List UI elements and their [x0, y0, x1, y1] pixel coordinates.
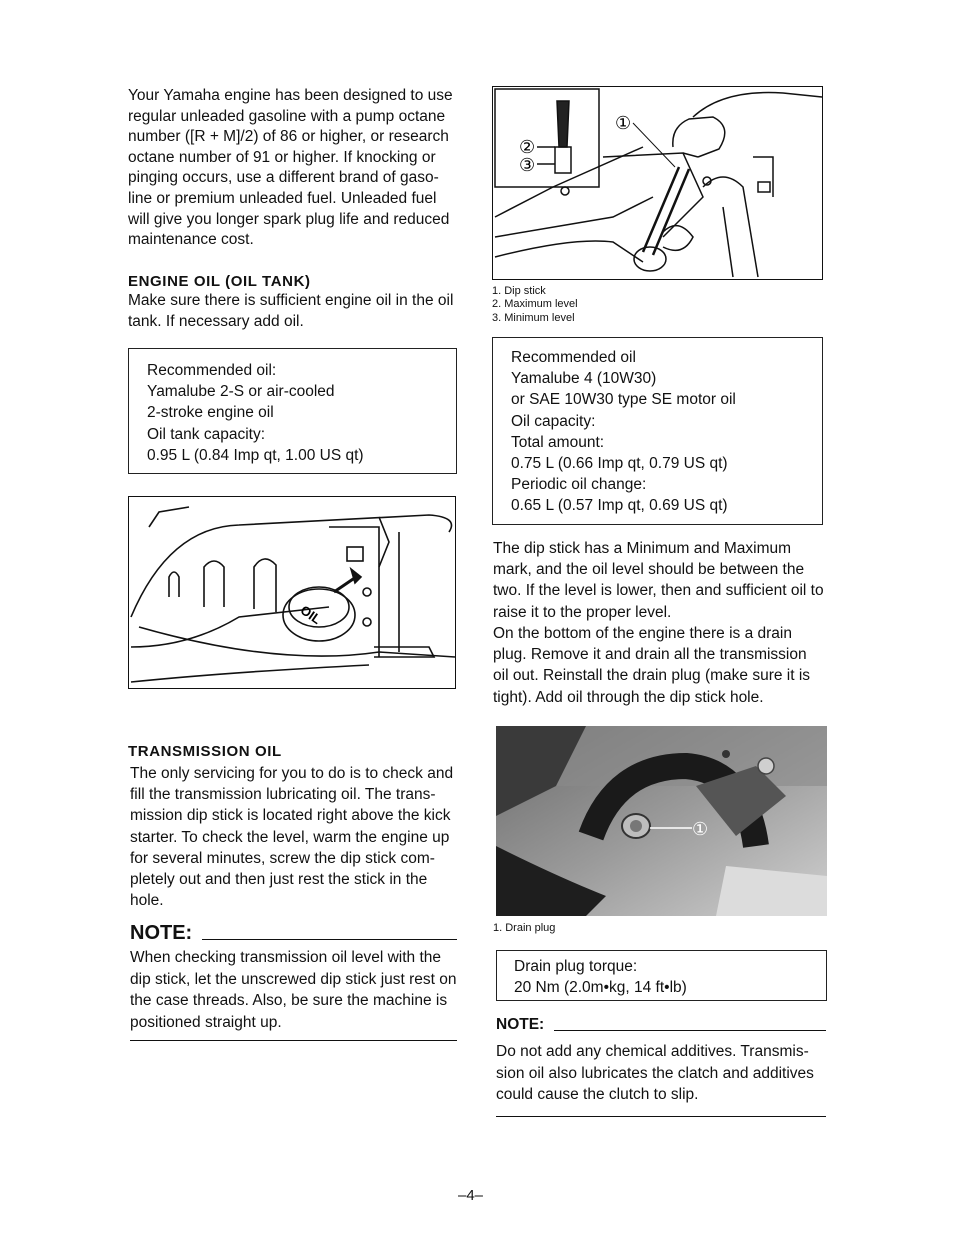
caption-item: 2. Maximum level	[492, 298, 578, 311]
spec-line: 0.75 L (0.66 Imp qt, 0.79 US qt)	[511, 455, 728, 473]
caption-item: 1. Dip stick	[492, 285, 546, 297]
callout-2: ②	[519, 137, 536, 158]
right-note-text: Do not add any chemical additives. Transmis-sion oil also lubricates the clatch and additives could cause the clutch to slip.	[496, 1043, 814, 1104]
oil-tank-figure	[128, 496, 456, 689]
spec-line: Recommended oil:	[147, 362, 277, 379]
spec-line: Yamalube 4 (10W30)	[511, 370, 657, 388]
page-number: –4–	[458, 1187, 484, 1204]
callout-1: ①	[615, 113, 632, 134]
engine-oil-spec-box	[128, 348, 457, 474]
spec-line: Drain plug torque:	[514, 958, 638, 975]
drain-plug-callout: ①	[692, 819, 709, 840]
spec-line: 20 Nm (2.0m•kg, 14 ft•lb)	[514, 979, 687, 997]
right-note-label: NOTE:	[496, 1016, 545, 1033]
dipstick-illustration	[493, 87, 822, 279]
spec-line: Oil tank capacity:	[147, 425, 266, 443]
spec-line: 2-stroke engine oil	[147, 404, 274, 422]
note-header	[130, 922, 457, 945]
callout-3: ③	[519, 155, 536, 176]
spec-line: Oil capacity:	[511, 412, 596, 430]
drain-plug-paragraph: On the bottom of the engine there is a drain plug. Remove it and drain all the transmission oil out. Reinstall the drain plug (make sure it is tight). Add oil through the dip stick hole.	[493, 625, 811, 706]
spec-line: or SAE 10W30 type SE motor oil	[511, 391, 736, 409]
right-note-end-rule	[496, 1116, 826, 1117]
drain-plug-caption: 1. Drain plug	[493, 922, 556, 934]
dipstick-paragraph: The dip stick has a Minimum and Maximum mark, and the oil level should be between the two. If the level is lower, then and sufficient oil to raise it to the proper level.	[493, 540, 824, 621]
spec-line: Periodic oil change:	[511, 476, 647, 494]
spec-line: 0.95 L (0.84 Imp qt, 1.00 US qt)	[147, 446, 364, 464]
note-end-rule	[130, 1040, 457, 1041]
dipstick-caption-list	[492, 285, 578, 325]
right-note-rule	[554, 1030, 826, 1031]
note-text: When checking transmission oil level with the dip stick, let the unscrewed dip stick just rest on the case threads. Also, be sure the machine is positioned straight up.	[130, 949, 457, 1031]
oil-cap-label: OIL	[297, 602, 325, 628]
drain-plug-photo	[496, 726, 827, 916]
note-rule	[202, 939, 457, 940]
dipstick-figure	[492, 86, 823, 280]
engine-oil-paragraph: Make sure there is sufficient engine oil in the oil tank. If necessary add oil.	[128, 292, 454, 330]
transmission-oil-heading: TRANSMISSION OIL	[128, 743, 282, 760]
drain-plug-image	[496, 726, 827, 916]
caption-item: 3. Minimum level	[492, 311, 575, 324]
transmission-spec-box	[492, 337, 823, 525]
transmission-oil-paragraph: The only servicing for you to do is to check and fill the transmission lubricating oil. The trans-mission dip stick is located right above the kick starter. To check the level, warm the engine up for several minutes, screw the dip stick com-pletely out and then just rest the stick in the hole.	[130, 765, 454, 910]
spec-line: Total amount:	[511, 433, 605, 451]
note-label: NOTE:	[130, 922, 193, 944]
spec-line: Yamalube 2-S or air-cooled	[147, 383, 335, 401]
engine-oil-heading: ENGINE OIL (OIL TANK)	[128, 273, 311, 290]
spec-line: 0.65 L (0.57 Imp qt, 0.69 US qt)	[511, 497, 728, 515]
drain-plug-spec-box	[496, 950, 827, 1001]
oil-tank-illustration	[129, 497, 455, 688]
intro-paragraph: Your Yamaha engine has been designed to use regular unleaded gasoline with a pump octane number ([R + M]/2) of 86 or higher, or research octane number of 91 or higher. If knocking or pinging occurs, use a different brand of gaso-line or premium unleaded fuel. Unleaded fuel will give you longer spark plug life and reduced maintenance cost.	[128, 87, 453, 249]
spec-line: Recommended oil	[511, 349, 636, 366]
right-note-header	[496, 1016, 826, 1034]
